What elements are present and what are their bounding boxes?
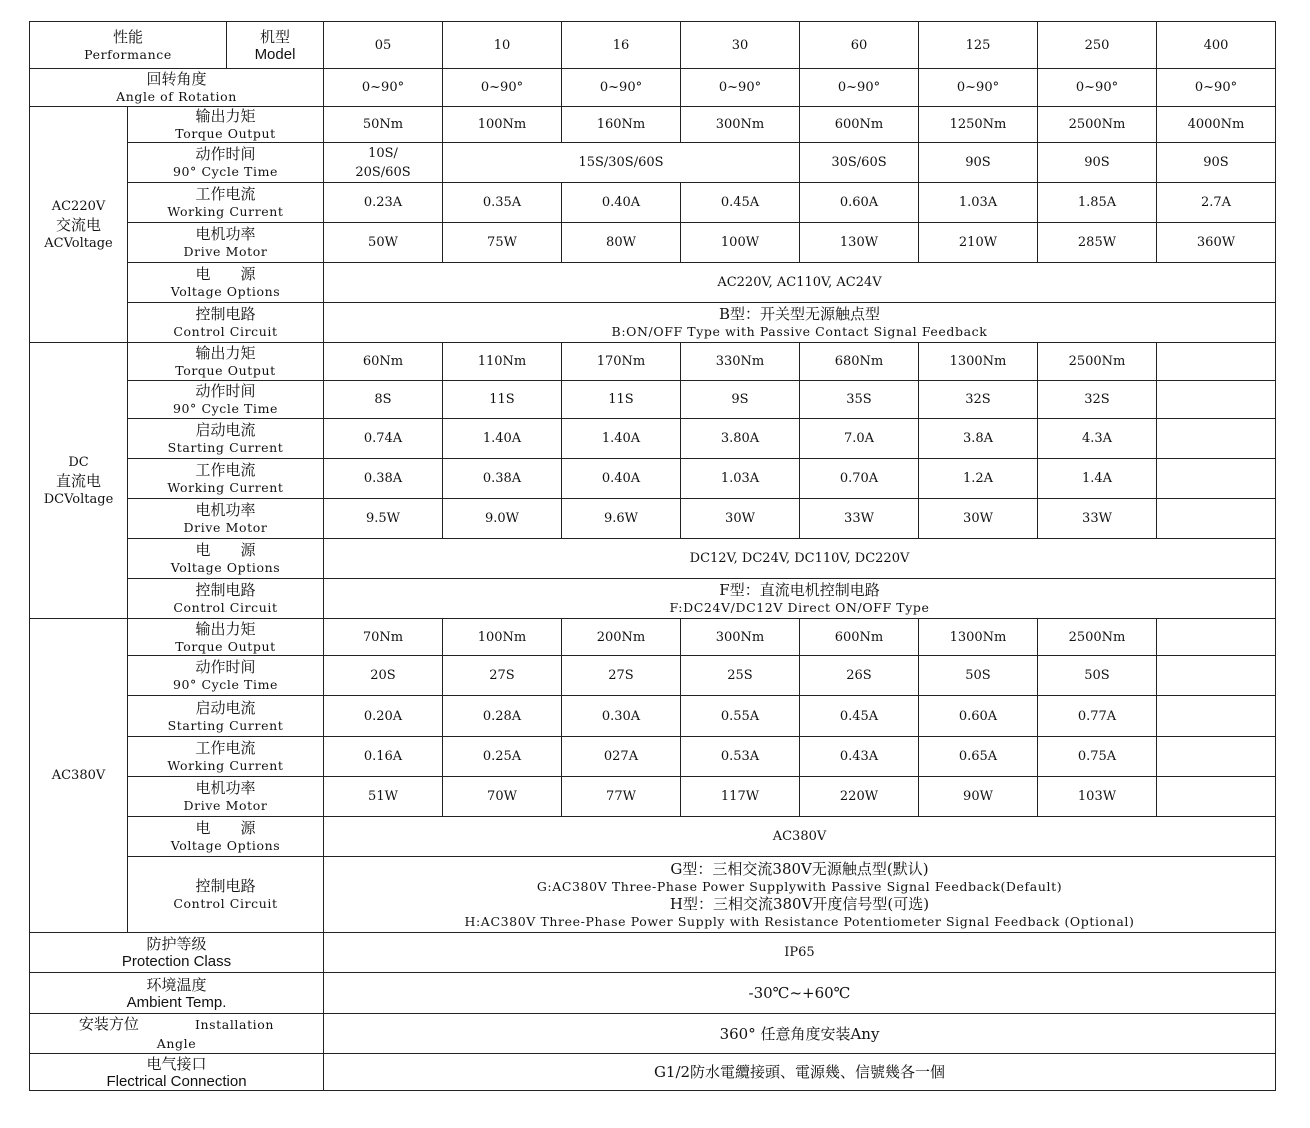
power-value (1157, 777, 1276, 817)
torque-value: 50Nm (324, 107, 443, 143)
model-header: 60 (800, 22, 919, 69)
ac380-control-row (30, 857, 1276, 933)
row-label: 输出力矩 Torque Output (128, 343, 324, 381)
current-value: 0.25A (443, 737, 562, 777)
current-value: 0.38A (443, 459, 562, 499)
torque-value: 330Nm (681, 343, 800, 381)
row-label: 控制电路 Control Circuit (128, 579, 324, 619)
cycle-value: 27S (443, 656, 562, 696)
torque-value: 1250Nm (919, 107, 1038, 143)
dc-control-row (30, 579, 1276, 619)
torque-value: 100Nm (443, 107, 562, 143)
torque-value: 1300Nm (919, 343, 1038, 381)
current-value: 3.8A (919, 419, 1038, 459)
torque-value (1157, 343, 1276, 381)
current-value (1157, 737, 1276, 777)
power-value: 100W (681, 223, 800, 263)
angle-value: 0~90° (443, 69, 562, 107)
performance-label-en: Performance (84, 46, 172, 62)
cycle-value: 10S/ 20S/60S (324, 143, 443, 183)
dc-motor-row (30, 499, 1276, 539)
current-value: 1.85A (1038, 183, 1157, 223)
model-header: 30 (681, 22, 800, 69)
current-value: 0.40A (562, 183, 681, 223)
performance-label-cn: 性能 (112, 27, 143, 46)
row-label: 控制电路 Control Circuit (128, 857, 324, 933)
power-value (1157, 499, 1276, 539)
torque-value: 100Nm (443, 619, 562, 656)
cycle-value: 15S/30S/60S (443, 143, 800, 183)
power-value: 130W (800, 223, 919, 263)
current-value: 1.4A (1038, 459, 1157, 499)
power-value: 30W (681, 499, 800, 539)
row-label: 动作时间 90° Cycle Time (128, 656, 324, 696)
dc-cycle-row (30, 381, 1276, 419)
current-value: 0.20A (324, 696, 443, 737)
row-label: 输出力矩 Torque Output (128, 107, 324, 143)
voltage-options-value: AC380V (324, 817, 1276, 857)
ac380-torque-row (30, 619, 1276, 656)
current-value: 7.0A (800, 419, 919, 459)
current-value: 4.3A (1038, 419, 1157, 459)
torque-value: 4000Nm (1157, 107, 1276, 143)
ac220-motor-row (30, 223, 1276, 263)
power-value: 80W (562, 223, 681, 263)
angle-value: 0~90° (919, 69, 1038, 107)
current-value: 0.43A (800, 737, 919, 777)
current-value: 0.40A (562, 459, 681, 499)
spec-table (29, 21, 1276, 1091)
model-header: 16 (562, 22, 681, 69)
torque-value: 60Nm (324, 343, 443, 381)
current-value: 0.65A (919, 737, 1038, 777)
cycle-value: 32S (919, 381, 1038, 419)
power-value: 33W (1038, 499, 1157, 539)
current-value: 0.23A (324, 183, 443, 223)
current-value (1157, 696, 1276, 737)
cycle-value: 30S/60S (800, 143, 919, 183)
power-value: 51W (324, 777, 443, 817)
ambient-value: -30℃~+60℃ (324, 973, 1276, 1014)
torque-value: 600Nm (800, 107, 919, 143)
torque-value: 600Nm (800, 619, 919, 656)
angle-row (30, 69, 1276, 107)
ac220-torque-row (30, 107, 1276, 143)
ac380-cycle-row (30, 656, 1276, 696)
cycle-value: 32S (1038, 381, 1157, 419)
row-label: 动作时间 90° Cycle Time (128, 381, 324, 419)
cycle-value: 27S (562, 656, 681, 696)
current-value: 0.38A (324, 459, 443, 499)
row-label: 电 源 Voltage Options (128, 263, 324, 303)
power-value: 103W (1038, 777, 1157, 817)
electrical-row (30, 1054, 1276, 1091)
control-circuit-value: G型：三相交流380V无源触点型(默认) G:AC380V Three-Phase Power Supplywith Passive Signal Feedback(Default) H型：三相交流380V开度信号型(可选) H:AC380V Three-Phase Power Supply with Resistance Potentiometer Signal Feedback (Optional) (324, 857, 1276, 933)
ac380-voltage-row (30, 817, 1276, 857)
torque-value: 300Nm (681, 107, 800, 143)
power-value: 50W (324, 223, 443, 263)
current-value: 1.40A (443, 419, 562, 459)
torque-value: 300Nm (681, 619, 800, 656)
current-value: 027A (562, 737, 681, 777)
current-value: 1.2A (919, 459, 1038, 499)
current-value: 0.45A (681, 183, 800, 223)
row-label: 输出力矩 Torque Output (128, 619, 324, 656)
cycle-value: 8S (324, 381, 443, 419)
current-value: 0.75A (1038, 737, 1157, 777)
cycle-value: 90S (1038, 143, 1157, 183)
row-label: 电机功率 Drive Motor (128, 223, 324, 263)
electrical-label: 电气接口 Flectrical Connection (30, 1054, 324, 1091)
torque-value: 110Nm (443, 343, 562, 381)
dc-working-row (30, 459, 1276, 499)
power-value: 90W (919, 777, 1038, 817)
cycle-value: 20S (324, 656, 443, 696)
power-value: 33W (800, 499, 919, 539)
ambient-label: 环境温度 Ambient Temp. (30, 973, 324, 1014)
current-value: 0.55A (681, 696, 800, 737)
row-label: 工作电流 Working Current (128, 183, 324, 223)
torque-value: 2500Nm (1038, 619, 1157, 656)
angle-value: 0~90° (1038, 69, 1157, 107)
cycle-value: 50S (919, 656, 1038, 696)
torque-value: 680Nm (800, 343, 919, 381)
current-value: 0.60A (800, 183, 919, 223)
model-label-cn: 机型 (259, 27, 290, 46)
ac220-working-row (30, 183, 1276, 223)
current-value: 0.53A (681, 737, 800, 777)
torque-value (1157, 619, 1276, 656)
cycle-value: 35S (800, 381, 919, 419)
torque-value: 160Nm (562, 107, 681, 143)
current-value: 0.30A (562, 696, 681, 737)
model-label-en: Model (254, 45, 296, 63)
row-label: 工作电流 Working Current (128, 737, 324, 777)
cycle-value: 11S (443, 381, 562, 419)
model-header: 400 (1157, 22, 1276, 69)
install-label: 安装方位 Installation Angle (30, 1014, 324, 1054)
power-value: 220W (800, 777, 919, 817)
angle-value: 0~90° (681, 69, 800, 107)
cycle-value: 25S (681, 656, 800, 696)
cycle-value: 26S (800, 656, 919, 696)
torque-value: 2500Nm (1038, 343, 1157, 381)
model-header: 125 (919, 22, 1038, 69)
angle-value: 0~90° (324, 69, 443, 107)
install-row (30, 1014, 1276, 1054)
row-label: 启动电流 Starting Current (128, 696, 324, 737)
ac380-working-row (30, 737, 1276, 777)
row-label: 工作电流 Working Current (128, 459, 324, 499)
model-header: 05 (324, 22, 443, 69)
current-value (1157, 459, 1276, 499)
current-value: 1.03A (681, 459, 800, 499)
power-value: 9.6W (562, 499, 681, 539)
ac380-starting-row (30, 696, 1276, 737)
power-value: 285W (1038, 223, 1157, 263)
power-value: 70W (443, 777, 562, 817)
power-value: 77W (562, 777, 681, 817)
current-value: 1.40A (562, 419, 681, 459)
model-header: 250 (1038, 22, 1157, 69)
voltage-options-value: DC12V, DC24V, DC110V, DC220V (324, 539, 1276, 579)
model-header: 10 (443, 22, 562, 69)
dc-torque-row (30, 343, 1276, 381)
row-label: 电机功率 Drive Motor (128, 499, 324, 539)
ambient-row (30, 973, 1276, 1014)
protection-value: IP65 (324, 933, 1276, 973)
row-label: 电机功率 Drive Motor (128, 777, 324, 817)
cycle-value (1157, 656, 1276, 696)
voltage-options-value: AC220V, AC110V, AC24V (324, 263, 1276, 303)
current-value: 0.70A (800, 459, 919, 499)
power-value: 117W (681, 777, 800, 817)
dc-voltage-row (30, 539, 1276, 579)
cycle-value (1157, 381, 1276, 419)
current-value: 0.77A (1038, 696, 1157, 737)
power-value: 30W (919, 499, 1038, 539)
row-label: 动作时间 90° Cycle Time (128, 143, 324, 183)
header-row (30, 22, 1276, 69)
angle-value: 0~90° (800, 69, 919, 107)
current-value: 0.74A (324, 419, 443, 459)
angle-value: 0~90° (562, 69, 681, 107)
dc-group-label: DC 直流电 DCVoltage (30, 343, 128, 619)
angle-value: 0~90° (1157, 69, 1276, 107)
control-circuit-value: B型：开关型无源触点型 B:ON/OFF Type with Passive Contact Signal Feedback (324, 303, 1276, 343)
power-value: 210W (919, 223, 1038, 263)
protection-row (30, 933, 1276, 973)
cycle-value: 50S (1038, 656, 1157, 696)
ac220-group-label: AC220V 交流电 ACVoltage (30, 107, 128, 343)
current-value (1157, 419, 1276, 459)
torque-value: 1300Nm (919, 619, 1038, 656)
row-label: 电 源 Voltage Options (128, 817, 324, 857)
torque-value: 2500Nm (1038, 107, 1157, 143)
current-value: 0.28A (443, 696, 562, 737)
cycle-value: 11S (562, 381, 681, 419)
install-value: 360° 任意角度安装Any (324, 1014, 1276, 1054)
row-label: 控制电路 Control Circuit (128, 303, 324, 343)
torque-value: 200Nm (562, 619, 681, 656)
ac220-control-row (30, 303, 1276, 343)
power-value: 9.5W (324, 499, 443, 539)
torque-value: 70Nm (324, 619, 443, 656)
cycle-value: 90S (1157, 143, 1276, 183)
electrical-value: G1/2防水電纜接頭、電源幾、信號幾各一個 (324, 1054, 1276, 1091)
power-value: 75W (443, 223, 562, 263)
torque-value: 170Nm (562, 343, 681, 381)
angle-label: 回转角度 Angle of Rotation (30, 69, 324, 107)
current-value: 0.16A (324, 737, 443, 777)
current-value: 3.80A (681, 419, 800, 459)
ac220-voltage-row (30, 263, 1276, 303)
power-value: 9.0W (443, 499, 562, 539)
current-value: 0.45A (800, 696, 919, 737)
control-circuit-value: F型：直流电机控制电路 F:DC24V/DC12V Direct ON/OFF Type (324, 579, 1276, 619)
power-value: 360W (1157, 223, 1276, 263)
cycle-value: 9S (681, 381, 800, 419)
cycle-value: 90S (919, 143, 1038, 183)
dc-starting-row (30, 419, 1276, 459)
current-value: 2.7A (1157, 183, 1276, 223)
current-value: 0.60A (919, 696, 1038, 737)
current-value: 1.03A (919, 183, 1038, 223)
current-value: 0.35A (443, 183, 562, 223)
ac220-cycle-row (30, 143, 1276, 183)
ac380-group-label: AC380V (30, 619, 128, 933)
row-label: 启动电流 Starting Current (128, 419, 324, 459)
row-label: 电 源 Voltage Options (128, 539, 324, 579)
ac380-motor-row (30, 777, 1276, 817)
protection-label: 防护等级 Protection Class (30, 933, 324, 973)
header-label-cell (30, 22, 324, 69)
